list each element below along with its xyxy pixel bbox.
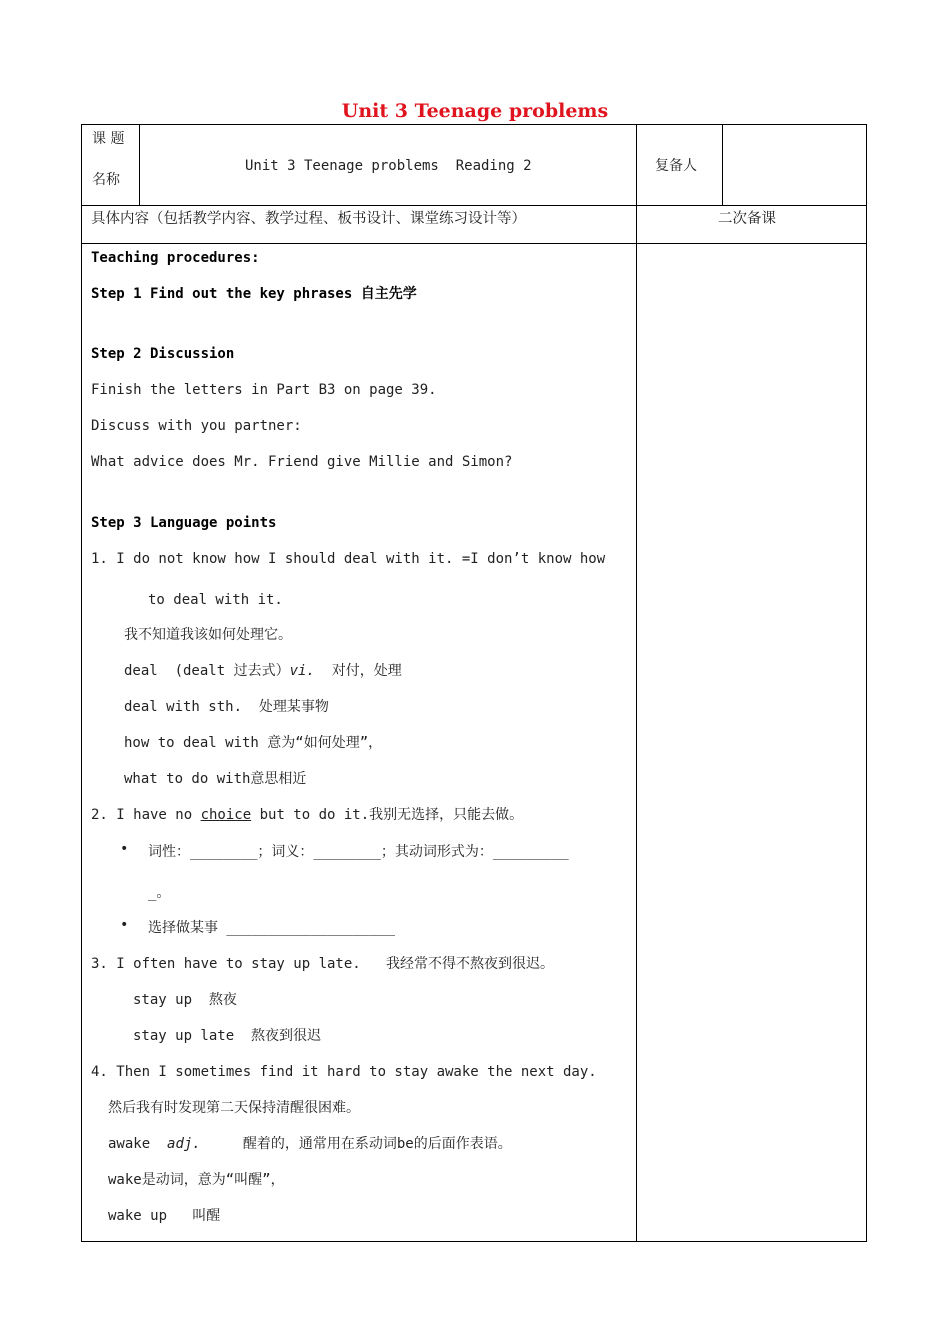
point-1: 1. I do not know how I should deal with it. =I don’t know how <box>91 551 606 567</box>
grid-line <box>82 243 866 244</box>
point-2-exercise: 词性：________；词义：________；其动词形式为：_________ <box>148 844 569 860</box>
document-title: Unit 3 Teenage problems <box>341 100 609 122</box>
grid-line <box>722 125 723 205</box>
point-2-exercise-cont: _。 <box>148 885 171 901</box>
grid-line <box>139 125 140 205</box>
point-1-what: what to do with意思相近 <box>124 771 307 787</box>
point-1-translation: 我不知道我该如何处理它。 <box>124 627 292 643</box>
awake-text: awake <box>108 1136 168 1152</box>
point-1-cont: to deal with it. <box>148 592 283 608</box>
deal-meaning: 对付，处理 <box>314 663 402 679</box>
step2-text: What advice does Mr. Friend give Millie and Simon? <box>91 454 513 470</box>
subject-value: Unit 3 Teenage problems Reading 2 <box>245 158 532 174</box>
point-4-translation: 然后我有时发现第二天保持清醒很困难。 <box>108 1100 360 1116</box>
point-4-wake: wake是动词，意为“叫醒”， <box>108 1172 285 1188</box>
deal-text: deal (dealt 过去式） <box>124 663 290 679</box>
point-2-exercise-2: 选择做某事 ____________________ <box>148 920 396 936</box>
point-4-wakeup: wake up 叫醒 <box>108 1208 221 1224</box>
vi-label: vi. <box>289 663 315 679</box>
second-prep-header: 二次备课 <box>718 211 776 227</box>
point-2-post: but to do it.我别无选择，只能去做。 <box>251 807 524 823</box>
reviewer-label: 复备人 <box>655 158 697 174</box>
content-header: 具体内容（包括教学内容、教学过程、板书设计、课堂练习设计等） <box>91 211 526 227</box>
point-2-pre: 2. I have no <box>91 807 201 823</box>
point-2 <box>91 806 523 824</box>
grid-line <box>82 205 866 206</box>
point-1-dealwith: deal with sth. 处理某事物 <box>124 699 329 715</box>
step1-heading: Step 1 Find out the key phrases 自主先学 <box>91 286 417 302</box>
point-3-stayuplate: stay up late 熬夜到很迟 <box>133 1028 322 1044</box>
point-4-awake <box>108 1135 512 1153</box>
step2-text: Discuss with you partner: <box>91 418 302 434</box>
point-3-stayup: stay up 熬夜 <box>133 992 237 1008</box>
point-1-deal <box>124 662 402 680</box>
procedures-heading: Teaching procedures: <box>91 250 260 266</box>
bullet-icon: • <box>120 841 129 857</box>
adj-label: adj. <box>167 1136 201 1152</box>
step2-text: Finish the letters in Part B3 on page 39. <box>91 382 437 398</box>
step3-heading: Step 3 Language points <box>91 515 277 531</box>
grid-line <box>636 125 637 1241</box>
point-1-how: how to deal with 意为“如何处理”， <box>124 735 383 751</box>
choice-word: choice <box>200 807 252 823</box>
bullet-icon: • <box>120 917 129 933</box>
point-3: 3. I often have to stay up late. 我经常不得不熬夜到很迟。 <box>91 956 555 972</box>
subject-label: 课 题 <box>92 131 125 147</box>
subject-label: 名称 <box>92 172 120 188</box>
point-4: 4. Then I sometimes find it hard to stay awake the next day. <box>91 1064 597 1080</box>
awake-meaning: 醒着的，通常用在系动词be的后面作表语。 <box>200 1136 512 1152</box>
step2-heading: Step 2 Discussion <box>91 346 235 362</box>
